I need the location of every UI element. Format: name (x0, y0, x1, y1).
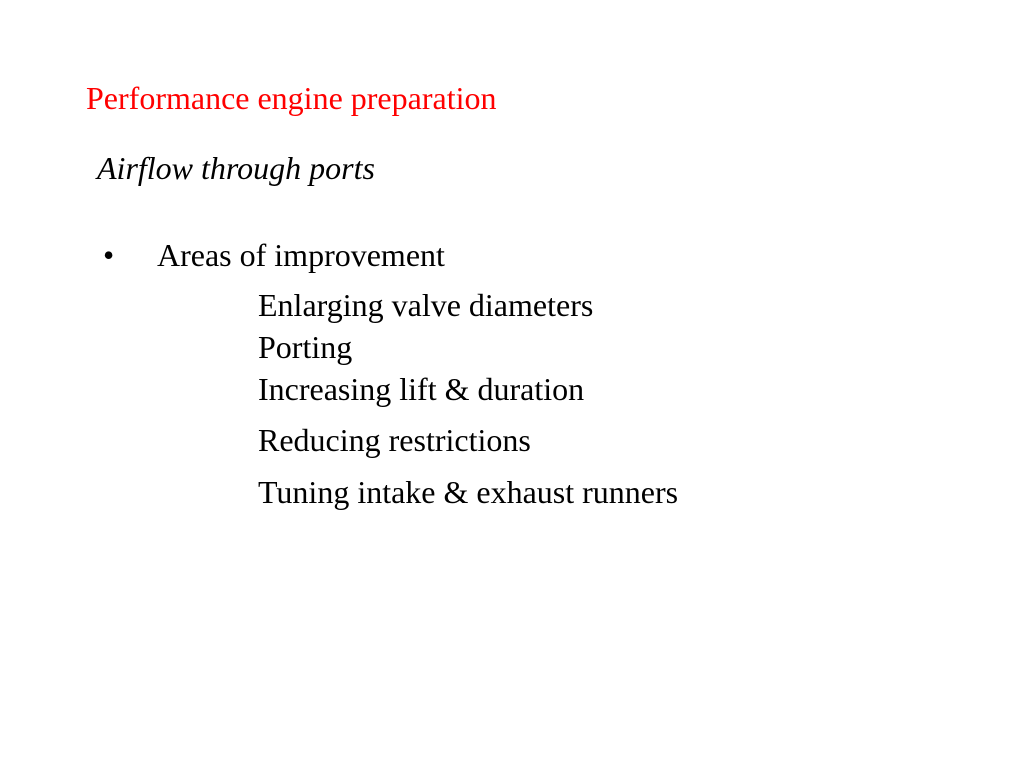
sub-item-increasing-lift-duration: Increasing lift & duration (258, 371, 585, 407)
bullet-icon: • (103, 237, 115, 273)
sub-item-porting: Porting (258, 329, 353, 365)
bullet-text: Areas of improvement (157, 237, 445, 273)
slide-title: Performance engine preparation (86, 80, 497, 116)
sub-item-tuning-intake-exhaust-runners: Tuning intake & exhaust runners (258, 474, 679, 510)
slide-subtitle: Airflow through ports (97, 150, 375, 186)
sub-item-enlarging-valve-diameters: Enlarging valve diameters (258, 287, 594, 323)
sub-item-reducing-restrictions: Reducing restrictions (258, 422, 531, 458)
